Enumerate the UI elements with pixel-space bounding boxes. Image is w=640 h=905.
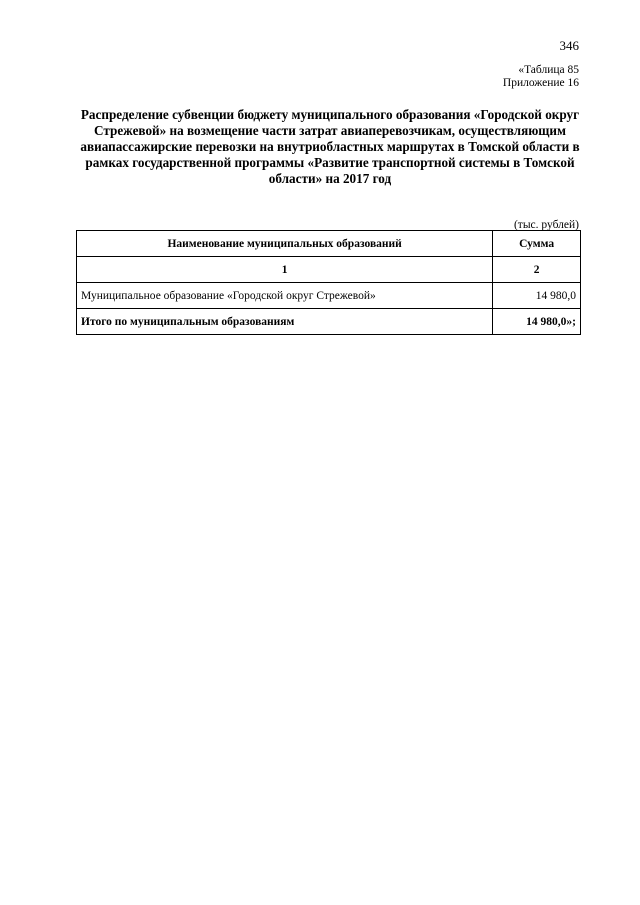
subvention-table [76,230,581,335]
page-number: 346 [559,38,579,53]
document-title: Распределение субвенции бюджету муниципального образования «Городской округ Стрежевой» на возмещение части затрат авиаперевозчикам, осуществляющим авиапассажирские перевозки на внутриобластных маршрутах в Томской области в рамках государственной программы «Развитие транспортной системы в Томской области» на 2017 год [80,107,580,186]
units-label: (тыс. рублей) [513,219,579,231]
table-header-row [77,231,581,257]
total-label: Итого по муниципальным образованиям [77,309,493,335]
column-number-1: 1 [77,257,493,283]
total-row [77,309,581,335]
column-number-2: 2 [493,257,581,283]
header-municipality: Наименование муниципальных образований [77,231,493,257]
table-reference-line2: Приложение 16 [502,77,579,89]
total-sum: 14 980,0»; [493,309,581,335]
table-reference [503,64,579,90]
header-sum: Сумма [493,231,581,257]
row-municipality-name: Муниципальное образование «Городской округ Стрежевой» [77,283,493,309]
row-sum: 14 980,0 [493,283,581,309]
table-row [77,283,581,309]
column-number-row [77,257,581,283]
table-reference-line1: «Таблица 85 [518,64,579,76]
